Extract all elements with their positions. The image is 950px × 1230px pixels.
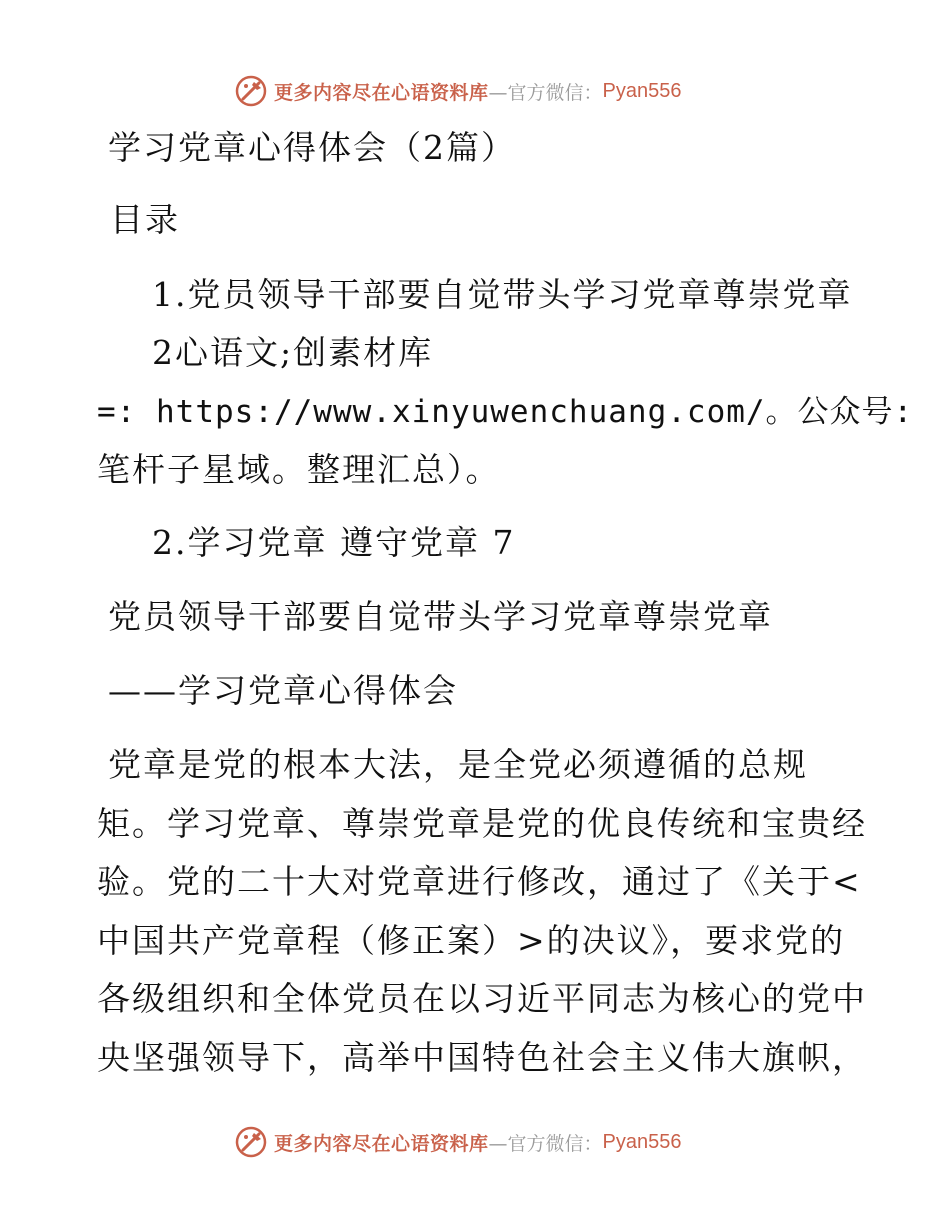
source-line-2: 笔杆子星域。整理汇总）。 <box>97 450 501 489</box>
banner-wechat-id: Pyan556 <box>602 1130 682 1153</box>
pen-logo-icon <box>234 1125 268 1159</box>
body-line: 央坚强领导下，高举中国特色社会主义伟大旗帜， <box>97 1038 867 1077</box>
banner-main-text: 更多内容尽在心语资料库 <box>274 1132 489 1155</box>
source-url-line: =: https://www.xinyuwenchuang.com/。公众号: <box>97 394 914 430</box>
body-line: 验。党的二十大对党章进行修改，通过了《关于< <box>97 862 862 901</box>
article-subtitle: ——学习党章心得体会 <box>108 671 458 710</box>
banner-sub-text: —官方微信： <box>488 81 603 104</box>
document-title: 学习党章心得体会（2篇） <box>108 128 516 167</box>
body-line: 各级组织和全体党员在以习近平同志为核心的党中 <box>97 979 867 1018</box>
body-line: 矩。学习党章、尊崇党章是党的优良传统和宝贵经 <box>97 804 867 843</box>
pen-logo-icon <box>234 74 268 108</box>
toc-heading: 目录 <box>110 200 180 239</box>
toc-item-2: 2.学习党章 遵守党章 7 <box>152 523 516 562</box>
header-banner <box>234 71 682 111</box>
toc-item-1-cont: 2心语文;创素材库 <box>152 333 434 372</box>
article-title: 党员领导干部要自觉带头学习党章尊崇党章 <box>108 597 773 636</box>
banner-main-text: 更多内容尽在心语资料库 <box>274 81 489 104</box>
body-line: 中国共产党章程（修正案）>的决议》，要求党的 <box>97 921 846 960</box>
banner-sub-text: —官方微信： <box>488 1132 603 1155</box>
toc-item-1: 1.党员领导干部要自觉带头学习党章尊崇党章 <box>152 275 853 314</box>
body-line: 党章是党的根本大法，是全党必须遵循的总规 <box>108 745 808 784</box>
banner-wechat-id: Pyan556 <box>602 79 682 102</box>
footer-banner <box>234 1122 682 1162</box>
